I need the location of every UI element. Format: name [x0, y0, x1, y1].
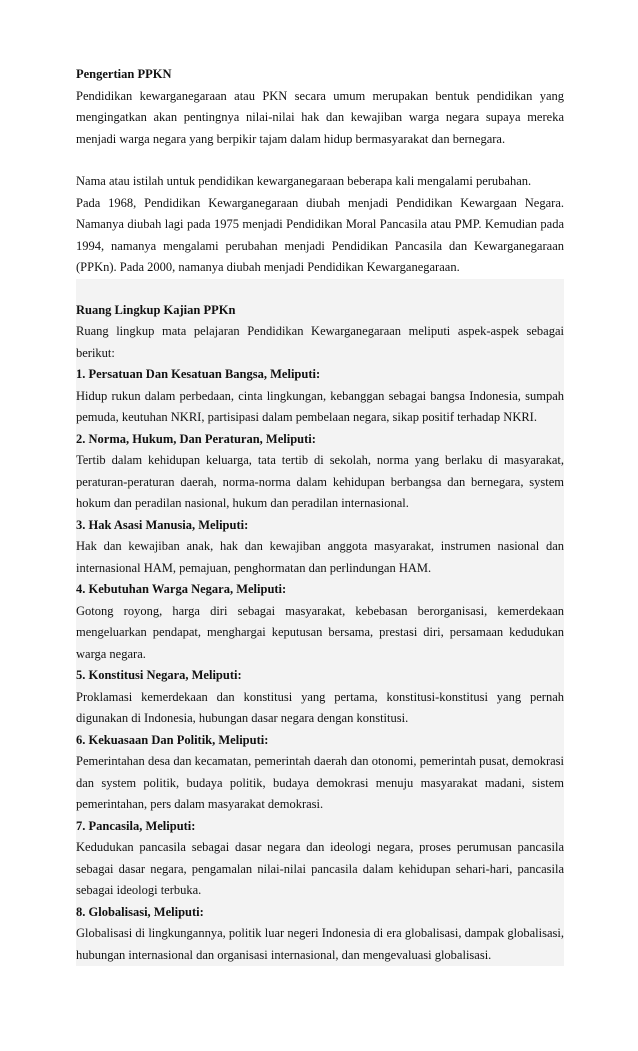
scope-item — [76, 730, 564, 816]
paragraph-scope-intro: Ruang lingkup mata pelajaran Pendidikan Kewarganegaraan meliputi aspek-aspek sebagai berikut: — [76, 324, 564, 360]
scope-item — [76, 816, 564, 902]
scope-item-body: Globalisasi di lingkungannya, politik luar negeri Indonesia di era globalisasi, dampak globalisasi, hubungan internasional dan organisasi internasional, dan mengevaluasi globalisasi. — [76, 926, 564, 962]
scope-item-body: Hak dan kewajiban anak, hak dan kewajiban anggota masyarakat, instrumen nasional dan internasional HAM, pemajuan, penghormatan dan perlindungan HAM. — [76, 539, 564, 575]
scope-item-title: 5. Konstitusi Negara, Meliputi: — [76, 668, 242, 682]
scope-item-body: Gotong royong, harga diri sebagai masyarakat, kebebasan berorganisasi, kemerdekaan mengeluarkan pendapat, menghargai keputusan bersama, prestasi diri, persamaan kedudukan warga negara. — [76, 603, 564, 661]
paragraph-name-changes-intro: Nama atau istilah untuk pendidikan kewarganegaraan beberapa kali mengalami perubahan. — [76, 174, 532, 188]
heading-pengertian: Pengertian PPKN — [76, 67, 172, 81]
scope-item-body: Pemerintahan desa dan kecamatan, pemerintah daerah dan otonomi, pemerintah pusat, demokrasi dan system politik, budaya politik, budaya demokrasi menuju masyarakat madani, sistem pemerintahan, pers dalam masyarakat demokrasi. — [76, 754, 564, 811]
scope-item — [76, 429, 564, 515]
paragraph-name-history: Pada 1968, Pendidikan Kewarganegaraan diubah menjadi Pendidikan Kewargaan Negara. Namanya diubah lagi pada 1975 menjadi Pendidikan Moral Pancasila atau PMP. Kemudian pada 1994, namanya mengalami perubahan menjadi Pendidikan Pancasila dan Kewarganegaraan (PPKn). Pada 2000, namanya diubah menjadi Pendidikan Kewarganegaraan. — [76, 195, 564, 274]
scope-item-body: Proklamasi kemerdekaan dan konstitusi yang pertama, konstitusi-konstitusi yang pernah digunakan di Indonesia, hubungan dasar negara dengan konstitusi. — [76, 689, 564, 725]
scope-item — [76, 902, 564, 967]
scope-item — [76, 579, 564, 665]
scope-item — [76, 364, 564, 429]
scope-item-title: 6. Kekuasaan Dan Politik, Meliputi: — [76, 732, 269, 747]
scope-item-title: 8. Globalisasi, Meliputi: — [76, 904, 204, 919]
spacer — [76, 150, 564, 171]
spacer — [76, 279, 564, 300]
scope-item-body: Tertib dalam kehidupan keluarga, tata tertib di sekolah, norma yang berlaku di masyarakat, peraturan-peraturan daerah, norma-norma dalam kehidupan berbangsa dan bernegara, system hokum dan peradilan nasional, hukum dan peradilan internasional. — [76, 453, 564, 510]
section-pengertian — [76, 64, 564, 279]
section-ruang-lingkup — [76, 279, 564, 967]
paragraph-definition: Pendidikan kewarganegaraan atau PKN secara umum merupakan bentuk pendidikan yang mengingatkan akan pentingnya nilai-nilai hak dan kewajiban warga negara supaya mereka menjadi warga negara yang berpikir tajam dalam hidup bermasyarakat dan bernegara. — [76, 88, 564, 146]
scope-item-body: Hidup rukun dalam perbedaan, cinta lingkungan, kebanggan sebagai bangsa Indonesia, sumpah pemuda, keutuhan NKRI, partisipasi dalam pembelaan negara, sikap positif terhadap NKRI. — [76, 388, 564, 424]
document-page — [76, 64, 564, 966]
scope-item-title: 4. Kebutuhan Warga Negara, Meliputi: — [76, 582, 287, 596]
scope-item-title: 2. Norma, Hukum, Dan Peraturan, Meliputi: — [76, 431, 316, 446]
scope-item — [76, 515, 564, 580]
scope-item-body: Kedudukan pancasila sebagai dasar negara dan ideologi negara, proses perumusan pancasila sebagai dasar negara, pengamalan nilai-nilai pancasila dalam kehidupan sehari-hari, pancasila sebagai ideologi terbuka. — [76, 840, 564, 897]
scope-item-title: 3. Hak Asasi Manusia, Meliputi: — [76, 517, 249, 532]
scope-item — [76, 665, 564, 730]
scope-item-title: 1. Persatuan Dan Kesatuan Bangsa, Meliputi: — [76, 367, 321, 381]
heading-ruang-lingkup: Ruang Lingkup Kajian PPKn — [76, 302, 236, 317]
scope-item-title: 7. Pancasila, Meliputi: — [76, 818, 196, 833]
